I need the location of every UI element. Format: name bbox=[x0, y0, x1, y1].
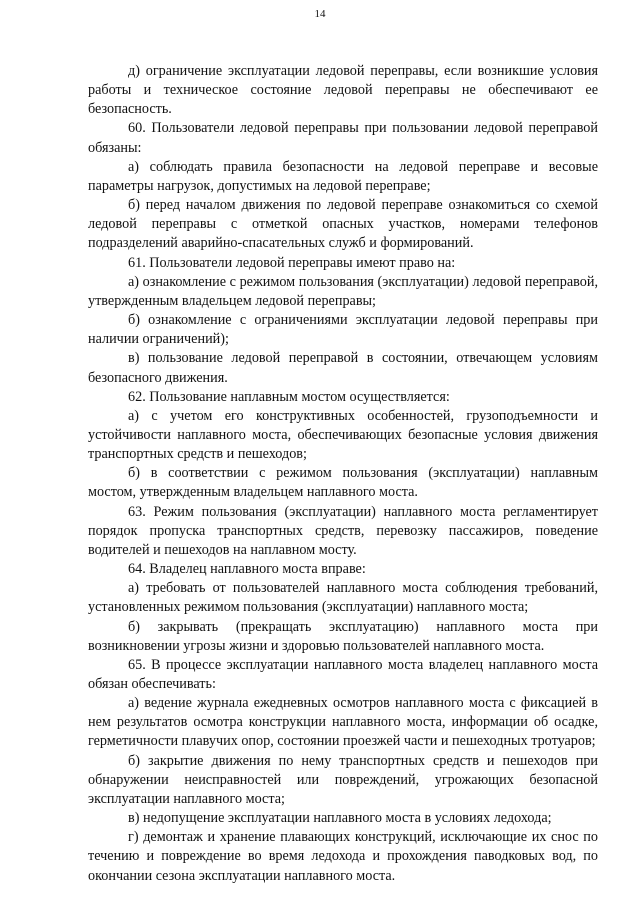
paragraph-clause-64: 64. Владелец наплавного моста вправе: bbox=[128, 561, 366, 578]
document-body bbox=[88, 62, 598, 886]
paragraph-clause-61-b: б) ознакомление с ограничениями эксплуатации ледовой переправы при наличии ограничений); bbox=[88, 312, 598, 348]
paragraph-clause-62: 62. Пользование наплавным мостом осуществляется: bbox=[128, 388, 450, 405]
paragraph-clause-65: 65. В процессе эксплуатации наплавного моста владелец наплавного моста обязан обеспечивать: bbox=[88, 656, 598, 692]
paragraph-clause-65-a: а) ведение журнала ежедневных осмотров наплавного моста с фиксацией в нем результатов осмотра конструкции наплавного моста, информации об осадке, герметичности плавучих опор, состоянии проезжей части и пешеходных тротуаров; bbox=[88, 695, 598, 750]
paragraph-clause-61-a: а) ознакомление с режимом пользования (эксплуатации) ледовой переправой, утвержденным владельцем ледовой переправы; bbox=[88, 273, 598, 309]
page-number: 14 bbox=[314, 8, 326, 20]
paragraph-item-d-restriction: д) ограничение эксплуатации ледовой переправы, если возникшие условия работы и техническое состояние ледовой переправы не обеспечивают ее безопасность. bbox=[88, 63, 598, 118]
paragraph-clause-60-a: а) соблюдать правила безопасности на ледовой переправе и весовые параметры нагрузок, допустимых на ледовой переправе; bbox=[88, 158, 598, 194]
paragraph-clause-61: 61. Пользователи ледовой переправы имеют право на: bbox=[128, 254, 456, 271]
paragraph-clause-63: 63. Режим пользования (эксплуатации) наплавного моста регламентирует порядок пропуска транспортных средств, перевозку пассажиров, поведение водителей и пешеходов на наплавном мосту. bbox=[88, 503, 598, 558]
paragraph-clause-65-b: б) закрытие движения по нему транспортных средств и пешеходов при обнаружении неисправностей или повреждений, угрожающих безопасной эксплуатации наплавного моста; bbox=[88, 752, 598, 807]
paragraph-clause-64-b: б) закрывать (прекращать эксплуатацию) наплавного моста при возникновении угрозы жизни и здоровью пользователей наплавного моста. bbox=[88, 618, 598, 654]
paragraph-clause-64-a: а) требовать от пользователей наплавного моста соблюдения требований, установленных режимом пользования (эксплуатации) наплавного моста; bbox=[88, 580, 598, 616]
paragraph-clause-61-v: в) пользование ледовой переправой в состоянии, отвечающем условиям безопасного движения. bbox=[88, 350, 598, 386]
paragraph-clause-62-b: б) в соответствии с режимом пользования (эксплуатации) наплавным мостом, утвержденным владельцем наплавного моста. bbox=[88, 465, 598, 501]
paragraph-clause-62-a: а) с учетом его конструктивных особенностей, грузоподъемности и устойчивости наплавного моста, обеспечивающих безопасные условия движения транспортных средств и пешеходов; bbox=[88, 407, 598, 463]
paragraph-clause-60: 60. Пользователи ледовой переправы при пользовании ледовой переправой обязаны: bbox=[88, 120, 598, 156]
paragraph-clause-65-v: в) недопущение эксплуатации наплавного моста в условиях ледохода; bbox=[128, 810, 552, 827]
paragraph-clause-65-g: г) демонтаж и хранение плавающих конструкций, исключающие их снос по течению и повреждение во время ледохода и прохождения паводковых вод, по окончании сезона эксплуатации наплавного моста. bbox=[88, 829, 598, 884]
paragraph-clause-60-b: б) перед началом движения по ледовой переправе ознакомиться со схемой ледовой переправы с отметкой опасных участков, номерами телефонов подразделений аварийно-спасательных служб и формирований. bbox=[88, 197, 598, 252]
